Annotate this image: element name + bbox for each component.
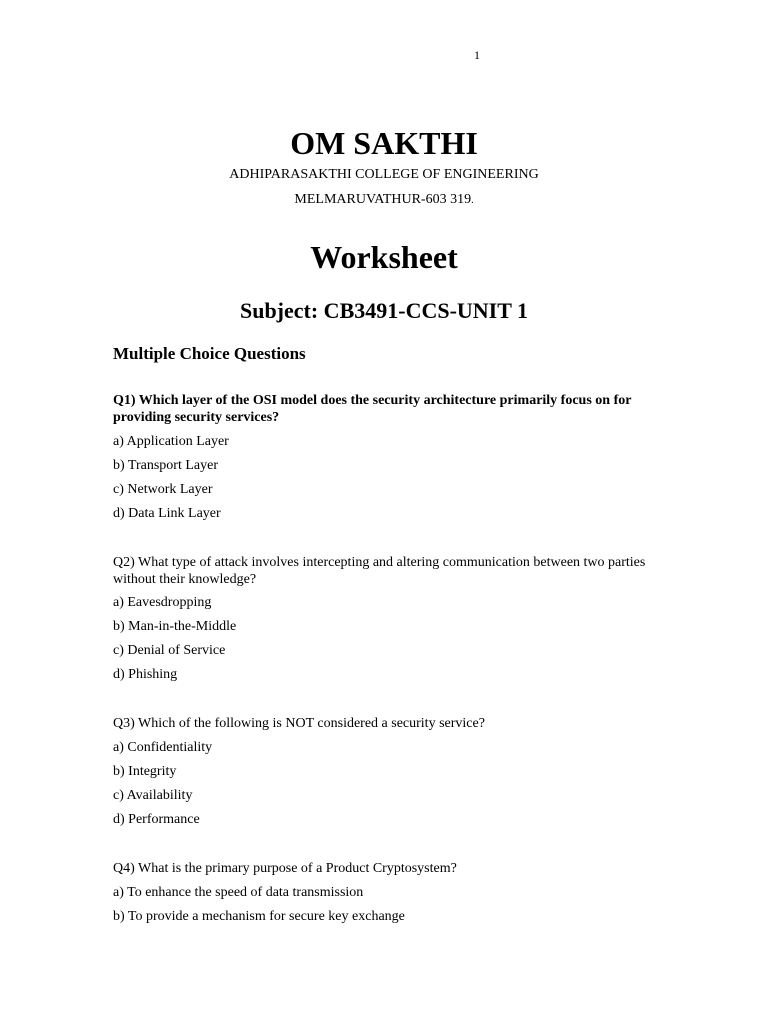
question-3: Q3) Which of the following is NOT considered a security service? (113, 716, 485, 731)
document-header-title: OM SAKTHI (290, 125, 478, 161)
question-1: Q1) Which layer of the OSI model does the security architecture primarily focus on for providing security services? (113, 393, 632, 425)
question-3-option-c: c) Availability (113, 788, 193, 803)
page-number: 1 (474, 48, 480, 62)
question-2-option-c: c) Denial of Service (113, 643, 226, 658)
college-address-suffix: . (471, 195, 474, 206)
question-1-option-d: d) Data Link Layer (113, 506, 221, 521)
question-2-option-a: a) Eavesdropping (113, 595, 212, 610)
college-name: ADHIPARASAKTHI COLLEGE OF ENGINEERING (229, 167, 539, 182)
college-address-text: MELMARUVATHUR-603 319 (294, 192, 472, 207)
college-address (0, 191, 768, 210)
question-3-option-a: a) Confidentiality (113, 740, 213, 755)
section-heading: Multiple Choice Questions (113, 344, 306, 363)
question-3-option-d: d) Performance (113, 812, 200, 827)
question-4: Q4) What is the primary purpose of a Product Cryptosystem? (113, 861, 457, 876)
question-2-option-b: b) Man-in-the-Middle (113, 619, 237, 634)
question-4-option-a: a) To enhance the speed of data transmission (113, 885, 364, 900)
question-2-option-d: d) Phishing (113, 667, 178, 682)
document-title: Worksheet (310, 239, 458, 275)
question-1-option-a: a) Application Layer (113, 434, 229, 449)
question-1-option-b: b) Transport Layer (113, 458, 218, 473)
question-2: Q2) What type of attack involves intercepting and altering communication between two parties without their knowledge? (113, 555, 646, 587)
question-4-option-b: b) To provide a mechanism for secure key exchange (113, 909, 405, 924)
question-1-option-c: c) Network Layer (113, 482, 213, 497)
subject-heading: Subject: CB3491-CCS-UNIT 1 (239, 298, 529, 323)
question-3-option-b: b) Integrity (113, 764, 177, 779)
